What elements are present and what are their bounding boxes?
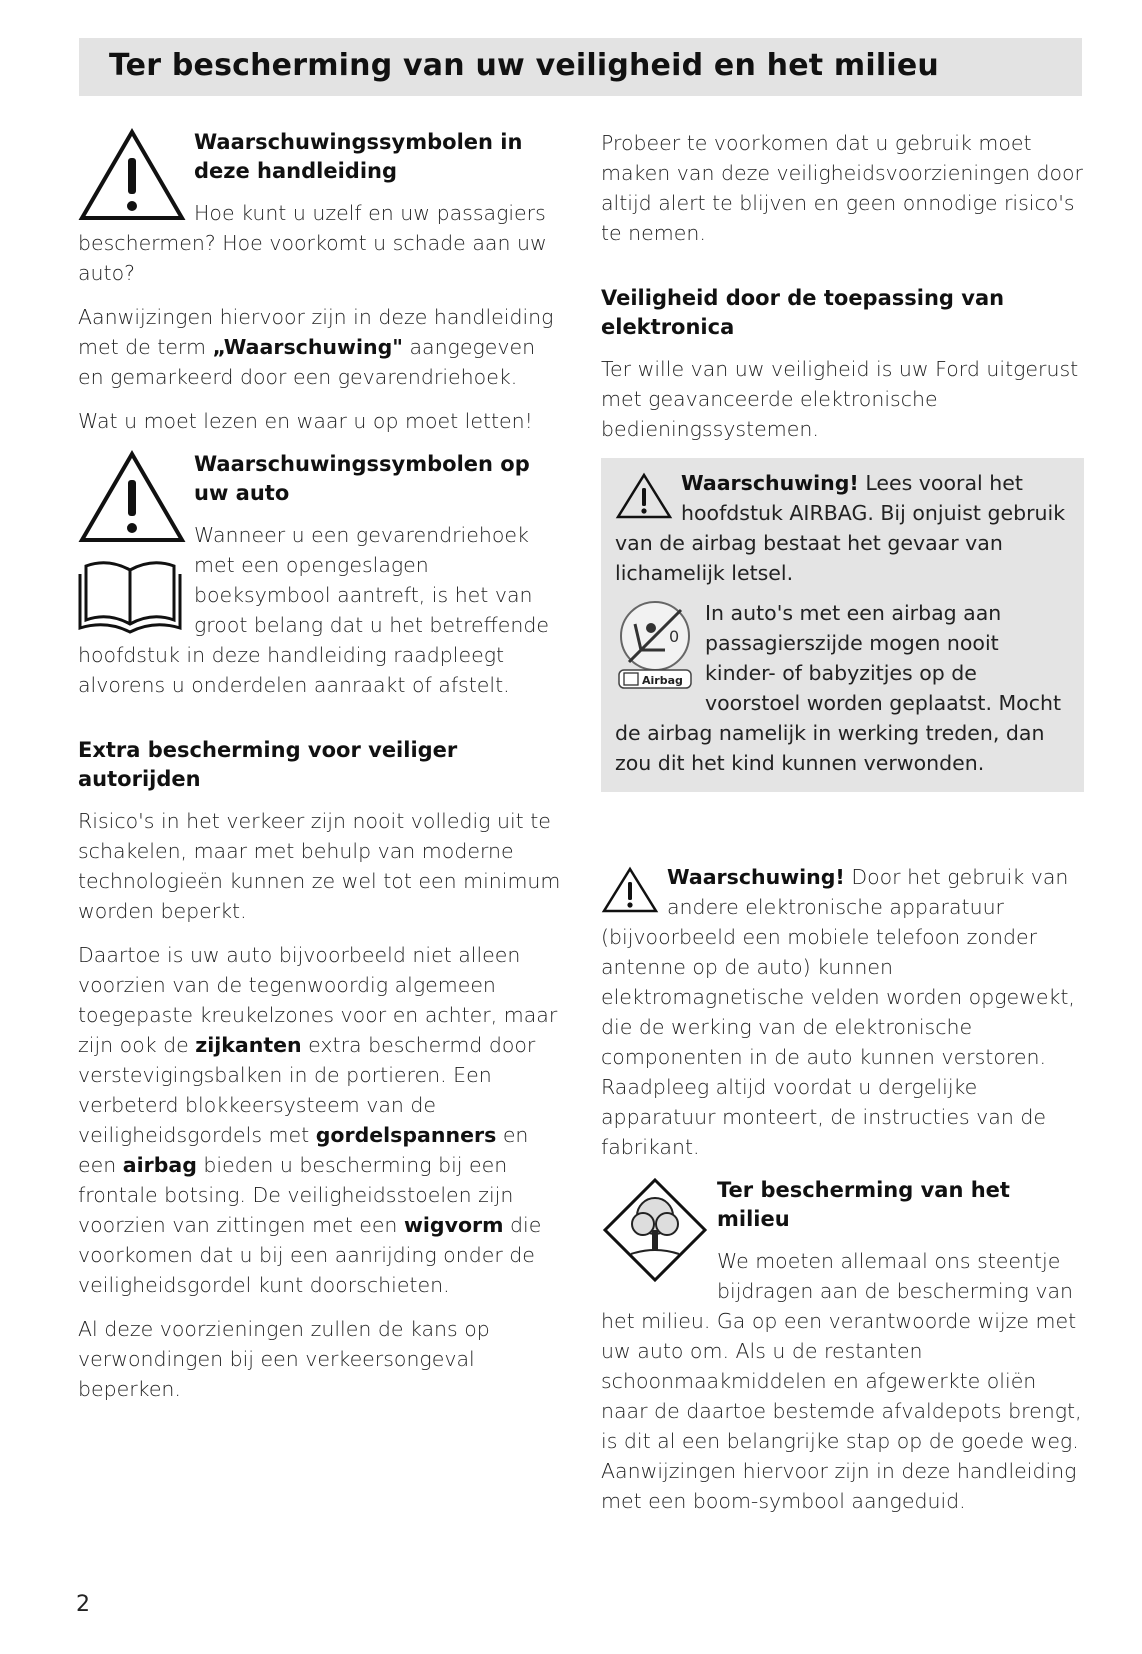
paragraph: We moeten allemaal ons steentje bijdragen aan de bescherming van het milieu. Ga op een verantwoorde wijze met uw auto om. Als u de restanten schoonmaakmiddelen en afgewerkte oliën naar de daartoe bestemde afvaldepots brengt, is dit al een belangrijke stap op de goede weg. Aanwijzingen hiervoor zijn in deze handleiding met een boom-symbool aangeduid. [601,1249,1082,1513]
page-number: 2 [76,1592,90,1617]
warning-triangle-icon [601,866,659,914]
section-heading: Extra bescherming voor veiliger autorijden [78,738,458,791]
section-warning-symbols-manual [78,128,562,436]
left-column [78,128,562,1418]
page-title: Ter bescherming van uw veiligheid en het milieu [109,48,939,83]
tree-environment-icon [601,1176,709,1284]
section-environment [601,1176,1084,1516]
paragraph: Wat u moet lezen en waar u op moet letten! [78,409,533,433]
paragraph: Ter wille van uw veiligheid is uw Ford uitgerust met geavanceerde elektronische bedieningssystemen. [601,357,1079,441]
warning-paragraph: Waarschuwing! Door het gebruik van andere elektronische apparatuur (bijvoorbeeld een mobiele telefoon zonder antenne op de auto) kunnen elektromagnetische velden worden opgewekt, die de werking van de elektronische componenten in de auto kunnen verstoren. Raadpleeg altijd voordat u dergelijke apparatuur monteert, de instructies van de fabrikant. [601,865,1075,1159]
section-warning-symbols-car [78,450,562,714]
paragraph: Hoe kunt u uzelf en uw passagiers beschermen? Hoe voorkomt u schade aan uw auto? [78,201,547,285]
paragraph: Wanneer u een gevarendriehoek met een opengeslagen boeksymbool aantreft, is het van groot belang dat u het betreffende hoofdstuk in deze handleiding raadpleegt alvorens u onderdelen aanraakt of afstelt. [78,523,550,697]
section-heading: Veiligheid door de toepassing van elektronica [601,286,1005,339]
paragraph: Aanwijzingen hiervoor zijn in deze handleiding met de term „Waarschuwing" aangegeven en gemarkeerd door een gevarendriehoek. [78,305,554,389]
warning-triangle-icon [78,128,186,224]
airbag-warning-box [601,458,1084,792]
section-extra-protection [78,736,562,1404]
open-book-icon [78,556,182,636]
paragraph: Probeer te voorkomen dat u gebruik moet maken van deze veiligheidsvoorzieningen door altijd alert te blijven en geen onnodige risico's te nemen. [601,131,1083,245]
svg-text:0: 0 [669,627,680,646]
section-heading: Waarschuwingssymbolen op uw auto [194,452,530,505]
section-heading: Ter bescherming van het milieu [717,1178,1010,1231]
right-column [601,128,1084,1530]
section-heading: Waarschuwingssymbolen in deze handleiding [194,130,523,183]
icon-stack [78,450,186,640]
title-bar [79,38,1082,96]
warning-paragraph: Waarschuwing! Lees vooral het hoofdstuk AIRBAG. Bij onjuist gebruik van de airbag bestaat het gevaar van lichamelijk letsel. [615,471,1066,585]
warning-triangle-icon [615,472,673,520]
warning-triangle-icon [78,450,186,546]
no-child-seat-airbag-icon [615,600,695,690]
paragraph: Daartoe is uw auto bijvoorbeeld niet alleen voorzien van de tegenwoordig algemeen toegepaste kreukelzones voor en achter, maar zijn ook de zijkanten extra beschermd door verstevigingsbalken in de portieren. Een verbeterd blokkeersysteem van de veiligheidsgordels met gordelspanners en een airbag bieden u bescherming bij een frontale botsing. De veiligheidsstoelen zijn voorzien van zittingen met een wigvorm die voorkomen dat u bij een aanrijding onder de veiligheidsgordel kunt doorschieten. [78,943,558,1297]
paragraph: Al deze voorzieningen zullen de kans op verwondingen bij een verkeersongeval beperken. [78,1317,490,1401]
airbag-icon-label: Airbag [642,674,683,687]
paragraph: Risico's in het verkeer zijn nooit volledig uit te schakelen, maar met behulp van moderne technologieën kunnen ze wel tot een minimum worden beperkt. [78,809,561,923]
airbag-paragraph: 0 Airbag In auto's met een airbag aan passagierszijde mogen nooit kinder- of babyzitjes op de voorstoel worden geplaatst. Mocht de airbag namelijk in werking treden, dan zou dit het kind kunnen verwonden. [615,601,1062,775]
